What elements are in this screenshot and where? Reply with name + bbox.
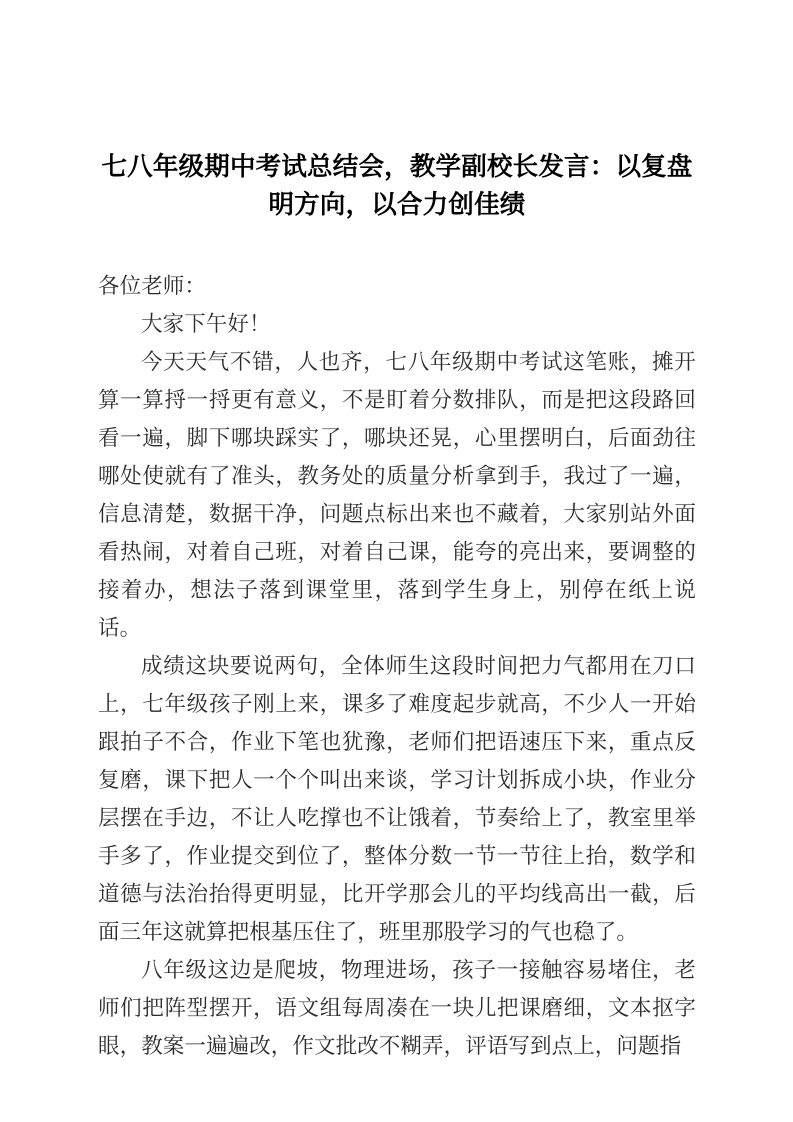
body-paragraph-2: 成绩这块要说两句，全体师生这段时间把力气都用在刀口上，七年级孩子刚上来，课多了难度起步就高，不少人一开始跟拍子不合，作业下笔也犹豫，老师们把语速压下来，重点反复磨，课下把人一个个叫出来谈，学习计划拆成小块，作业分层摆在手边，不让人吃撑也不让饿着，节奏给上了，教室里举手多了，作业提交到位了，整体分数一节一节往上抬，数学和道德与法治抬得更明显，比开学那会儿的平均线高出一截，后面三年这就算把根基压住了，班里那股学习的气也稳了。 [98,654,696,944]
document-body [98,148,696,1065]
body-paragraph-1: 今天天气不错，人也齐，七八年级期中考试这笔账，摊开算一算捋一捋更有意义，不是盯着分数排队，而是把这段路回看一遍，脚下哪块踩实了，哪块还晃，心里摆明白，后面劲往哪处使就有了准头，教务处的质量分析拿到手，我过了一遍，信息清楚，数据干净，问题点标出来也不藏着，大家别站外面看热闹，对着自己班，对着自己课，能夸的亮出来，要调整的接着办，想法子落到课堂里，落到学生身上，别停在纸上说话。 [98,350,696,640]
title-spacer [98,224,696,267]
page-title: 七八年级期中考试总结会，教学副校长发言：以复盘明方向，以合力创佳绩 [101,153,693,219]
salutation: 各位老师： [98,274,207,298]
greeting: 大家下午好！ [141,312,271,336]
body-paragraph-3: 八年级这边是爬坡，物理进场，孩子一接触容易堵住，老师们把阵型摆开，语文组每周凑在一块儿把课磨细，文本抠字眼，教案一遍遍改，作文批改不糊弄，评语写到点上，问题指 [98,958,696,1058]
